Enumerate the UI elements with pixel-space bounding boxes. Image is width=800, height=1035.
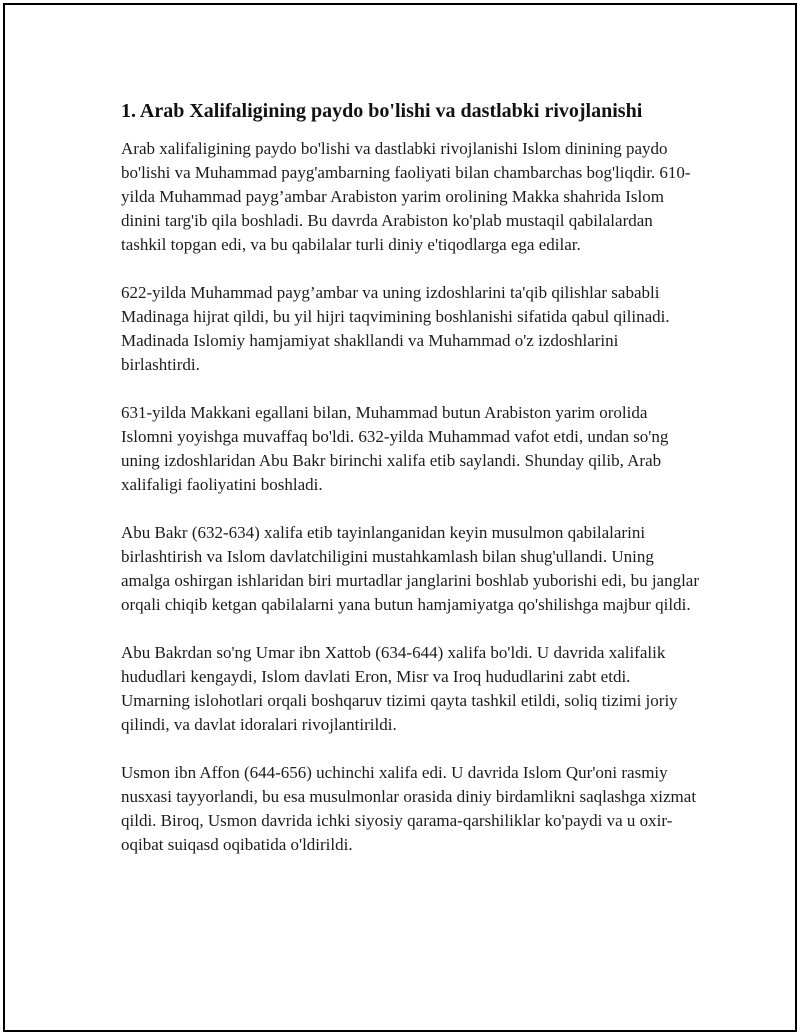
- paragraph-usmon: Usmon ibn Affon (644-656) uchinchi xalifa edi. U davrida Islom Qur'oni rasmiy nusxasi tayyorlandi, bu esa musulmonlar orasida diniy birdamlikni saqlashga xizmat qildi. Biroq, Usmon davrida ichki siyosiy qarama-qarshiliklar ko'paydi va u oxir-oqibat suiqasd oqibatida o'ldirildi.: [121, 763, 697, 854]
- paragraph-hijra: 622-yilda Muhammad payg’ambar va uning izdoshlarini ta'qib qilishlar sababli Madinaga hijrat qildi, bu yil hijri taqvimining boshlanishi sifatida qabul qilinadi. Madinada Islomiy hamjamiyat shakllandi va Muhammad o'z izdoshlarini birlashtirdi.: [121, 283, 670, 374]
- paragraph-origins: Arab xalifaligining paydo bo'lishi va dastlabki rivojlanishi Islom dinining paydo bo'lishi va Muhammad payg'ambarning faoliyati bilan chambarchas bog'liqdir. 610-yilda Muhammad payg’ambar Arabiston yarim orolining Makka shahrida Islom dinini targ'ib qila boshladi. Bu davrda Arabiston ko'plab mustaqil qabilalardan tashkil topgan edi, va bu qabilalar turli diniy e'tiqodlarga ega edilar.: [121, 139, 691, 254]
- page-frame: [3, 3, 797, 1032]
- document-title: 1. Arab Xalifaligining paydo bo'lishi va dastlabki rivojlanishi: [121, 100, 643, 122]
- paragraph-umar: Abu Bakrdan so'ng Umar ibn Xattob (634-644) xalifa bo'ldi. U davrida xalifalik hududlari kengaydi, Islom davlati Eron, Misr va Iroq hududlarini zabt etdi. Umarning islohotlari orqali boshqaruv tizimi qayta tashkil etildi, soliq tizimi joriy qilindi, va davlat idoralari rivojlantirildi.: [121, 643, 678, 734]
- paragraph-mecca: 631-yilda Makkani egallani bilan, Muhammad butun Arabiston yarim orolida Islomni yoyishga muvaffaq bo'ldi. 632-yilda Muhammad vafot etdi, undan so'ng uning izdoshlaridan Abu Bakr birinchi xalifa etib saylandi. Shunday qilib, Arab xalifaligi faoliyatini boshladi.: [121, 403, 669, 494]
- paragraph-abu-bakr: Abu Bakr (632-634) xalifa etib tayinlanganidan keyin musulmon qabilalarini birlashtirish va Islom davlatchiligini mustahkamlash bilan shug'ullandi. Uning amalga oshirgan ishlaridan biri murtadlar janglarini boshlab yuborishi edi, bu janglar orqali chiqib ketgan qabilalarni yana butun hamjamiyatga qo'shilishga majbur qildi.: [121, 523, 700, 614]
- document-body: [121, 97, 701, 881]
